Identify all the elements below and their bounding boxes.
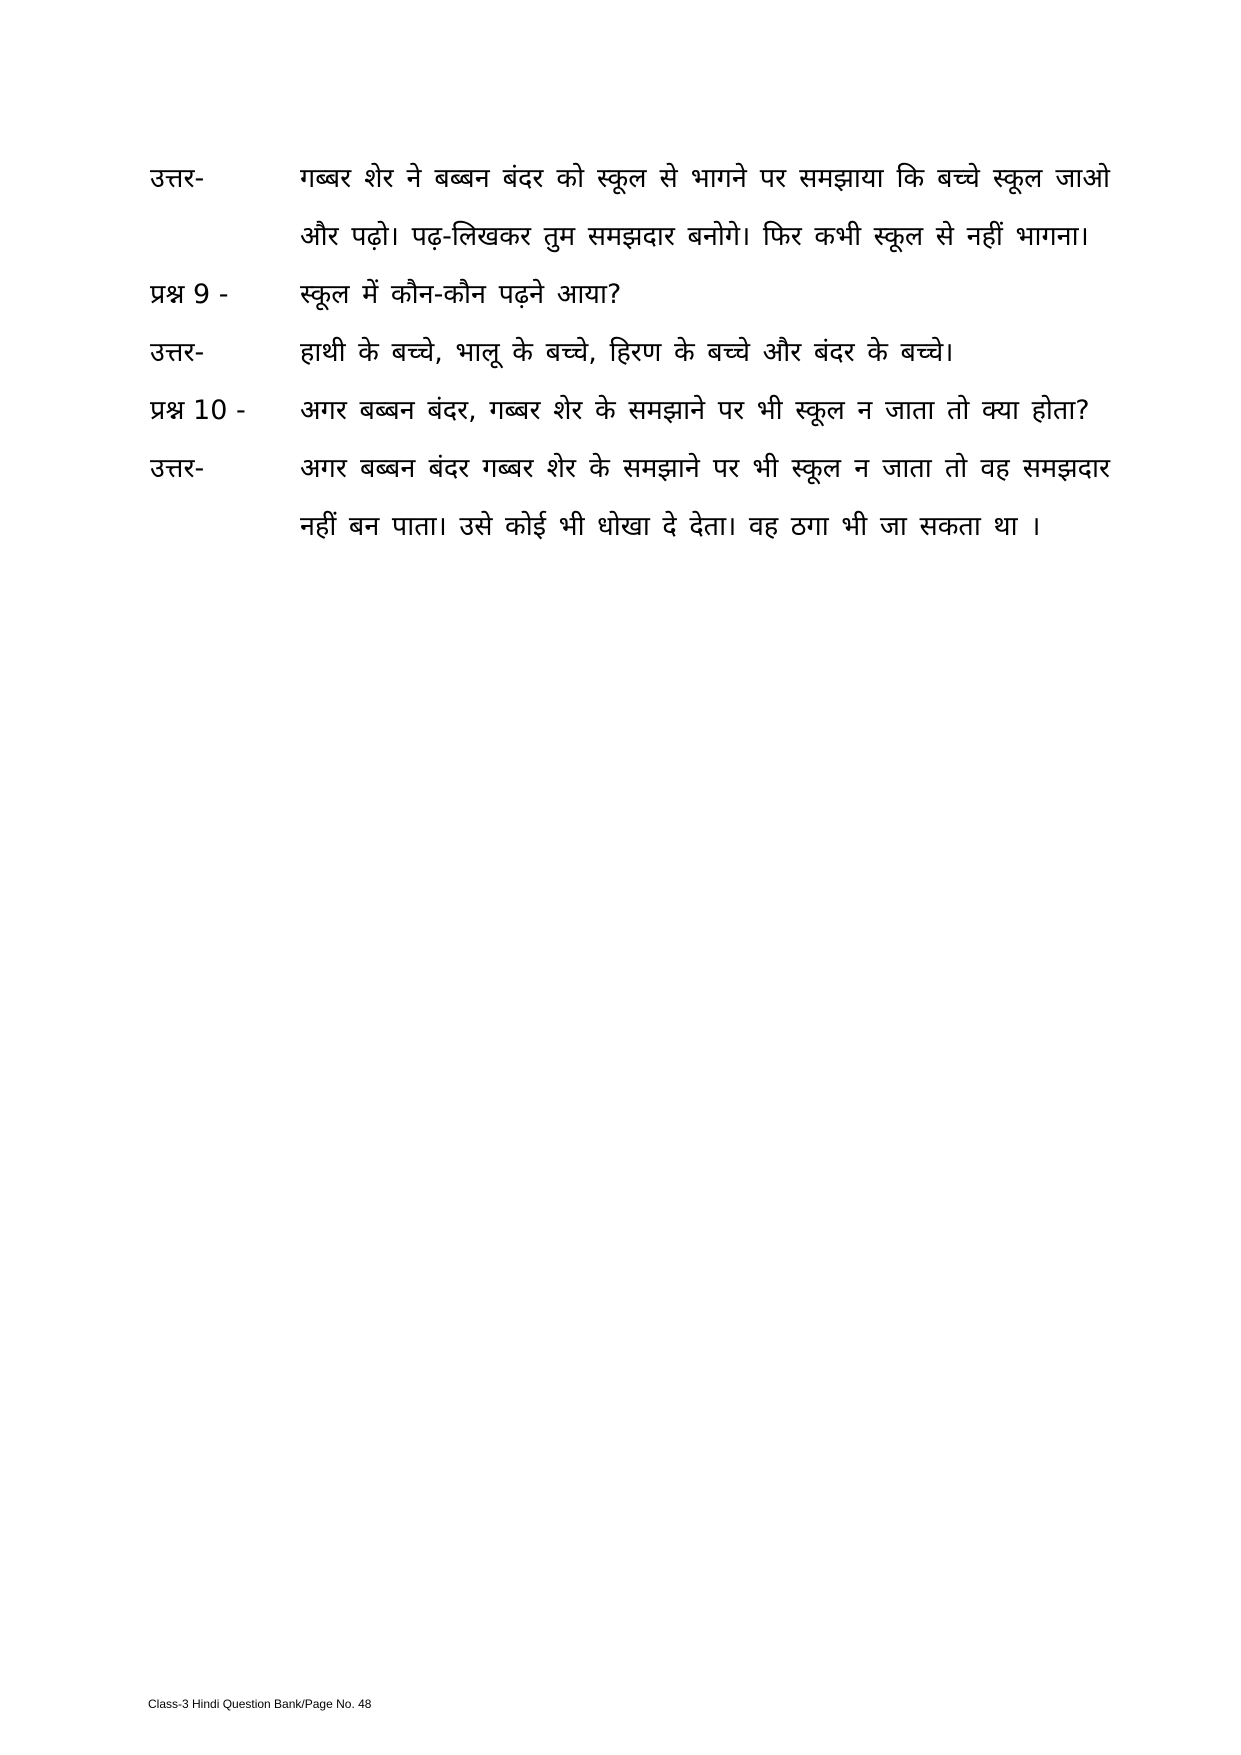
- page-footer: Class-3 Hindi Question Bank/Page No. 48: [148, 1697, 372, 1711]
- question-text: अगर बब्बन बंदर, गब्बर शेर के समझाने पर भी स्कूल न जाता तो क्या होता?: [300, 395, 1090, 426]
- question-answer-list: [150, 150, 1110, 556]
- question-label: प्रश्न 10 -: [150, 395, 246, 426]
- question-entry-10: [150, 382, 1110, 440]
- answer-label: उत्तर-: [150, 163, 205, 194]
- answer-entry: [150, 150, 1110, 266]
- answer-entry: [150, 324, 1110, 382]
- answer-text: गब्बर शेर ने बब्बन बंदर को स्कूल से भागने पर समझाया कि बच्चे स्कूल जाओ और पढ़ो। पढ़-लिखकर तुम समझदार बनोगे। फिर कभी स्कूल से नहीं भागना।: [300, 163, 1110, 252]
- answer-entry: [150, 440, 1110, 556]
- question-text: स्कूल में कौन-कौन पढ़ने आया?: [300, 279, 622, 310]
- question-label: प्रश्न 9 -: [150, 279, 229, 310]
- answer-text: अगर बब्बन बंदर गब्बर शेर के समझाने पर भी स्कूल न जाता तो वह समझदार नहीं बन पाता। उसे कोई भी धोखा दे देता। वह ठगा भी जा सकता था ।: [300, 453, 1110, 542]
- answer-text: हाथी के बच्चे, भालू के बच्चे, हिरण के बच्चे और बंदर के बच्चे।: [300, 337, 954, 368]
- question-entry-9: [150, 266, 1110, 324]
- answer-label: उत्तर-: [150, 453, 205, 484]
- answer-label: उत्तर-: [150, 337, 205, 368]
